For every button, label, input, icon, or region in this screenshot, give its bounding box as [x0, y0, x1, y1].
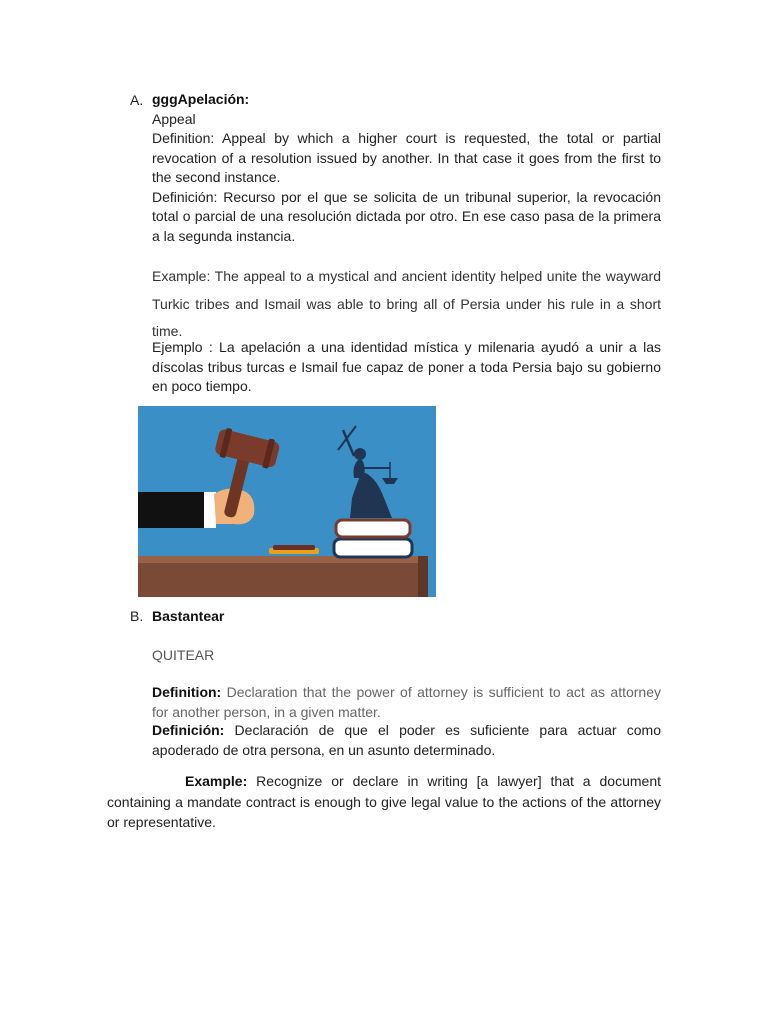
example-text: Recognize or declare in writing [a lawyer] that a document containing a mandate contract is enough to give legal value to the actions of the attorney or representative. [107, 773, 661, 830]
justice-gavel-illustration [138, 406, 436, 597]
translation-quitear: QUITEAR [152, 647, 215, 663]
shirt-cuff [204, 492, 216, 528]
term-apelacion: gggApelación: [152, 91, 250, 107]
entry-a-body [152, 90, 661, 246]
definition-label-en: Definition: [152, 684, 222, 700]
example-spanish: Ejemplo : La apelación a una identidad mística y milenaria ayudó a unir a las díscolas tribus turcas e Ismail fue capaz de poner a toda Persia bajo su gobierno en poco tiempo. [152, 339, 661, 394]
desk-side [418, 556, 428, 597]
desk [138, 559, 426, 597]
list-marker-a: A. [130, 92, 144, 108]
definition-spanish-b [152, 721, 661, 760]
term-bastantear: Bastantear [152, 608, 225, 624]
example-english: Example: The appeal to a mystical and ancient identity helped unite the wayward Turkic tribes and Ismail was able to bring all of Persia under his rule in a short time. [152, 268, 661, 339]
definition-text-es: Declaración de que el poder es suficiente para actuar como apoderado de otra persona, en un asunto determinado. [152, 722, 661, 758]
book-top [336, 520, 410, 537]
translation-appeal: Appeal [152, 110, 196, 127]
book-bottom [334, 539, 412, 557]
suit-sleeve [138, 492, 208, 528]
definition-spanish: Definición: Recurso por el que se solicita de un tribunal superior, la revocación total o parcial de una resolución dictada por otro. En ese caso pasa de la primera a la segunda instancia. [152, 188, 661, 244]
example-english-b [107, 771, 661, 833]
definition-text-en: Declaration that the power of attorney is sufficient to act as attorney for another person, in a given matter. [152, 684, 661, 720]
definition-english: Definition: Appeal by which a higher court is requested, the total or partial revocation of a resolution issued by another. In that case it goes from the first to the second instance. [152, 130, 661, 185]
list-marker-b: B. [130, 608, 144, 624]
example-label: Example: [185, 773, 248, 789]
definition-label-es: Definición: [152, 722, 225, 738]
sound-block-top [273, 545, 315, 550]
definition-english-b [152, 683, 661, 722]
